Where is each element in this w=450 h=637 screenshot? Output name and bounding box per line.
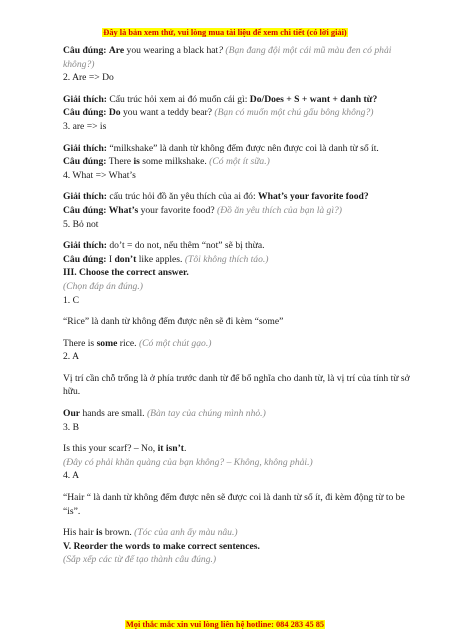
choice-example-1: There is some rice. (Có một chút gạo.)	[63, 337, 212, 349]
choice-answer-1: 1. C	[63, 294, 79, 306]
choice-explanation-4: “Hair “ là danh từ không đếm được nên sẽ được coi là danh từ số ít, đi kèm động từ to be “is”.	[63, 492, 405, 517]
correct-sentence-4: Câu đúng: What’s your favorite food? (Đồ ăn yêu thích của bạn là gì?)	[63, 204, 343, 216]
explanation-4: Giải thích: cấu trúc hỏi đồ ăn yêu thích của ai đó: What’s your favorite food?	[63, 191, 369, 203]
choice-answer-2: 2. A	[63, 351, 79, 363]
hotline-banner	[0, 620, 450, 629]
explanation-2: Giải thích: Cấu trúc hỏi xem ai đó muốn cái gì: Do/Does + S + want + danh từ?	[63, 93, 378, 105]
answer-2: 2. Are => Do	[63, 72, 114, 84]
choice-example-2: Our hands are small. (Bàn tay của chúng mình nhỏ.)	[63, 408, 266, 420]
correct-sentence-3: Câu đúng: There is some milkshake. (Có một ít sữa.)	[63, 156, 270, 168]
choice-explanation-1: “Rice” là danh từ không đếm được nên sẽ đi kèm “some”	[63, 316, 284, 328]
explanation-5: Giải thích: do’t = do not, nếu thêm “not” sẽ bị thừa.	[63, 240, 265, 252]
section-iii-gloss: (Chọn đáp án đúng.)	[63, 280, 143, 292]
correct-sentence-2: Câu đúng: Do you want a teddy bear? (Bạn có muốn một chú gấu bông không?)	[63, 107, 374, 119]
hotline-banner-text: Mọi thắc mắc xin vui lòng liên hệ hotline: 084 283 45 85	[125, 620, 325, 629]
answer-4: 4. What => What’s	[63, 169, 136, 181]
preview-banner	[0, 28, 450, 37]
choice-explanation-2: Vị trí cần chỗ trống là ở phía trước danh từ để bổ nghĩa cho danh từ, là vị trí của tính từ sở hữu.	[63, 372, 410, 398]
section-heading-iii: III. Choose the correct answer.	[63, 267, 189, 279]
choice-example-3: Is this your scarf? – No, it isn’t.	[63, 443, 187, 455]
section-heading-v: V. Reorder the words to make correct sentences.	[63, 540, 260, 552]
answer-5: 5. Bỏ not	[63, 218, 99, 230]
choice-example-3-gloss: (Đây có phải khăn quàng của bạn không? – Không, không phải.)	[63, 456, 313, 468]
correct-sentence-5: Câu đúng: I don’t like apples. (Tôi không thích táo.)	[63, 253, 269, 265]
choice-answer-3: 3. B	[63, 421, 79, 433]
correct-sentence-1: Câu đúng: Are you wearing a black hat? (Bạn đang đội một cái mũ màu đen có phải không?)	[63, 45, 392, 70]
explanation-3: Giải thích: “milkshake” là danh từ không đếm được nên được coi là danh từ số ít.	[63, 142, 379, 154]
section-v-gloss: (Sắp xếp các từ để tạo thành câu đúng.)	[63, 554, 217, 566]
answer-3: 3. are => is	[63, 120, 107, 132]
preview-banner-text: Đây là bản xem thử, vui lòng mua tài liệu để xem chi tiết (có lời giải)	[103, 28, 347, 37]
choice-answer-4: 4. A	[63, 470, 79, 482]
choice-example-4: His hair is brown. (Tóc của anh ấy màu nâu.)	[63, 527, 238, 539]
answer-key	[63, 44, 420, 567]
